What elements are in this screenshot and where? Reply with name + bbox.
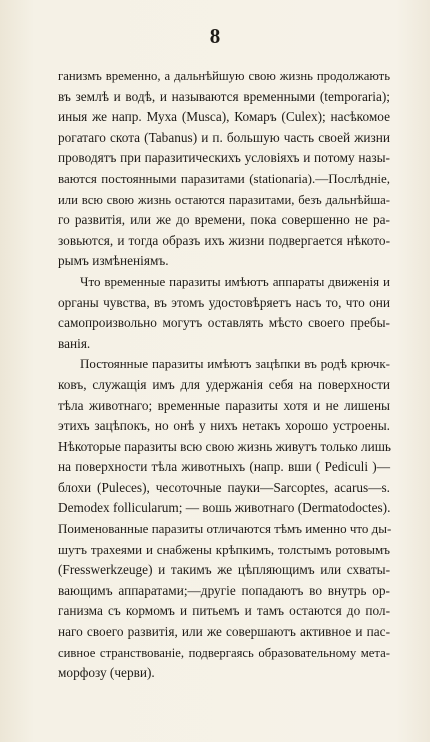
text-line: блохи (Pulecеs), чесоточные пауки—Sarcoptes, acarus—s. [58,479,390,495]
text-line: ганизма съ кормомъ и питьемъ и тамъ остаются до пол- [58,603,390,619]
text-line: сивное странствованіе, подвергаясь образовательному мета- [58,645,390,660]
text-line: Что временные паразиты имѣютъ аппараты движенія и [80,273,390,289]
text-line: въ землѣ и водѣ, и называются временными (temporaria); [58,88,390,104]
text-line: Поименованные паразиты отличаются тѣмъ именно что ды- [58,521,392,537]
text-line: проводятъ при паразитическихъ условіяхъ и потому назы- [58,150,390,166]
text-line: Demodex follicularum; — вошь животнаго (Dermatodoctes). [58,500,391,516]
text-line: ковъ, служащія имъ для удержанія себя на поверхности [58,376,390,392]
text-line: зовьются, и тогда образъ ихъ жизни подвергается нѣкото- [58,232,390,248]
text-line: ганизмъ временно, а дальнѣйшую свою жизнь продолжають [58,69,390,83]
text-line: рогатаго скота (Tabanus) и п. большую часть своей жизни [58,129,390,145]
text-line: самопроизвольно могутъ оставлять мѣсто своего пребы- [58,315,390,331]
text-line: ванія. [58,335,91,351]
text-line: иныя же напр. Муха (Musca), Комаръ (Culex); насѣкомое [58,109,390,125]
text-line: на поверхности тѣла животныхъ (напр. вши ( Pediculi )— [58,459,390,475]
text-line: ваются постоянными паразитами (stationaria).—Послѣдніе, [58,170,390,186]
text-line: морфозу (черви). [58,665,155,681]
text-line: рымъ измѣненіямъ. [58,253,169,269]
text-line: Постоянные паразиты имѣютъ зацѣпки въ родѣ крючк- [80,356,390,372]
text-line: го развитія, или же до времени, пока совершенно не ра- [58,212,390,228]
text-line: органы чувства, въ этомъ удостовѣряетъ насъ то, что они [58,294,390,310]
body-text [58,66,390,684]
text-line: Нѣкоторые паразиты всю свою жизнь живутъ только лишь [58,438,391,454]
text-line: вающимъ аппаратами;—другіе попадаютъ во внутрь ор- [58,582,390,598]
page-number: 8 [209,24,221,48]
text-line: или всю свою жизнь остаются паразитами, безъ дальнѣйша- [58,192,390,207]
text-line: тѣла животнаго; временные паразиты хотя и не лишены [58,397,390,413]
text-line: наго своего развитія, или же совершаютъ активное и пас- [58,624,390,640]
text-line: (Fresswerkzeuge) и такимъ же цѣпляющимъ или схваты- [58,562,390,578]
text-line: шутъ трахеями и снабжены крѣпкимъ, толстымъ ротовымъ [58,541,390,557]
text-line: этихъ зацѣпокъ, но онѣ у нихъ нетакъ хорошо устроены. [58,418,390,434]
